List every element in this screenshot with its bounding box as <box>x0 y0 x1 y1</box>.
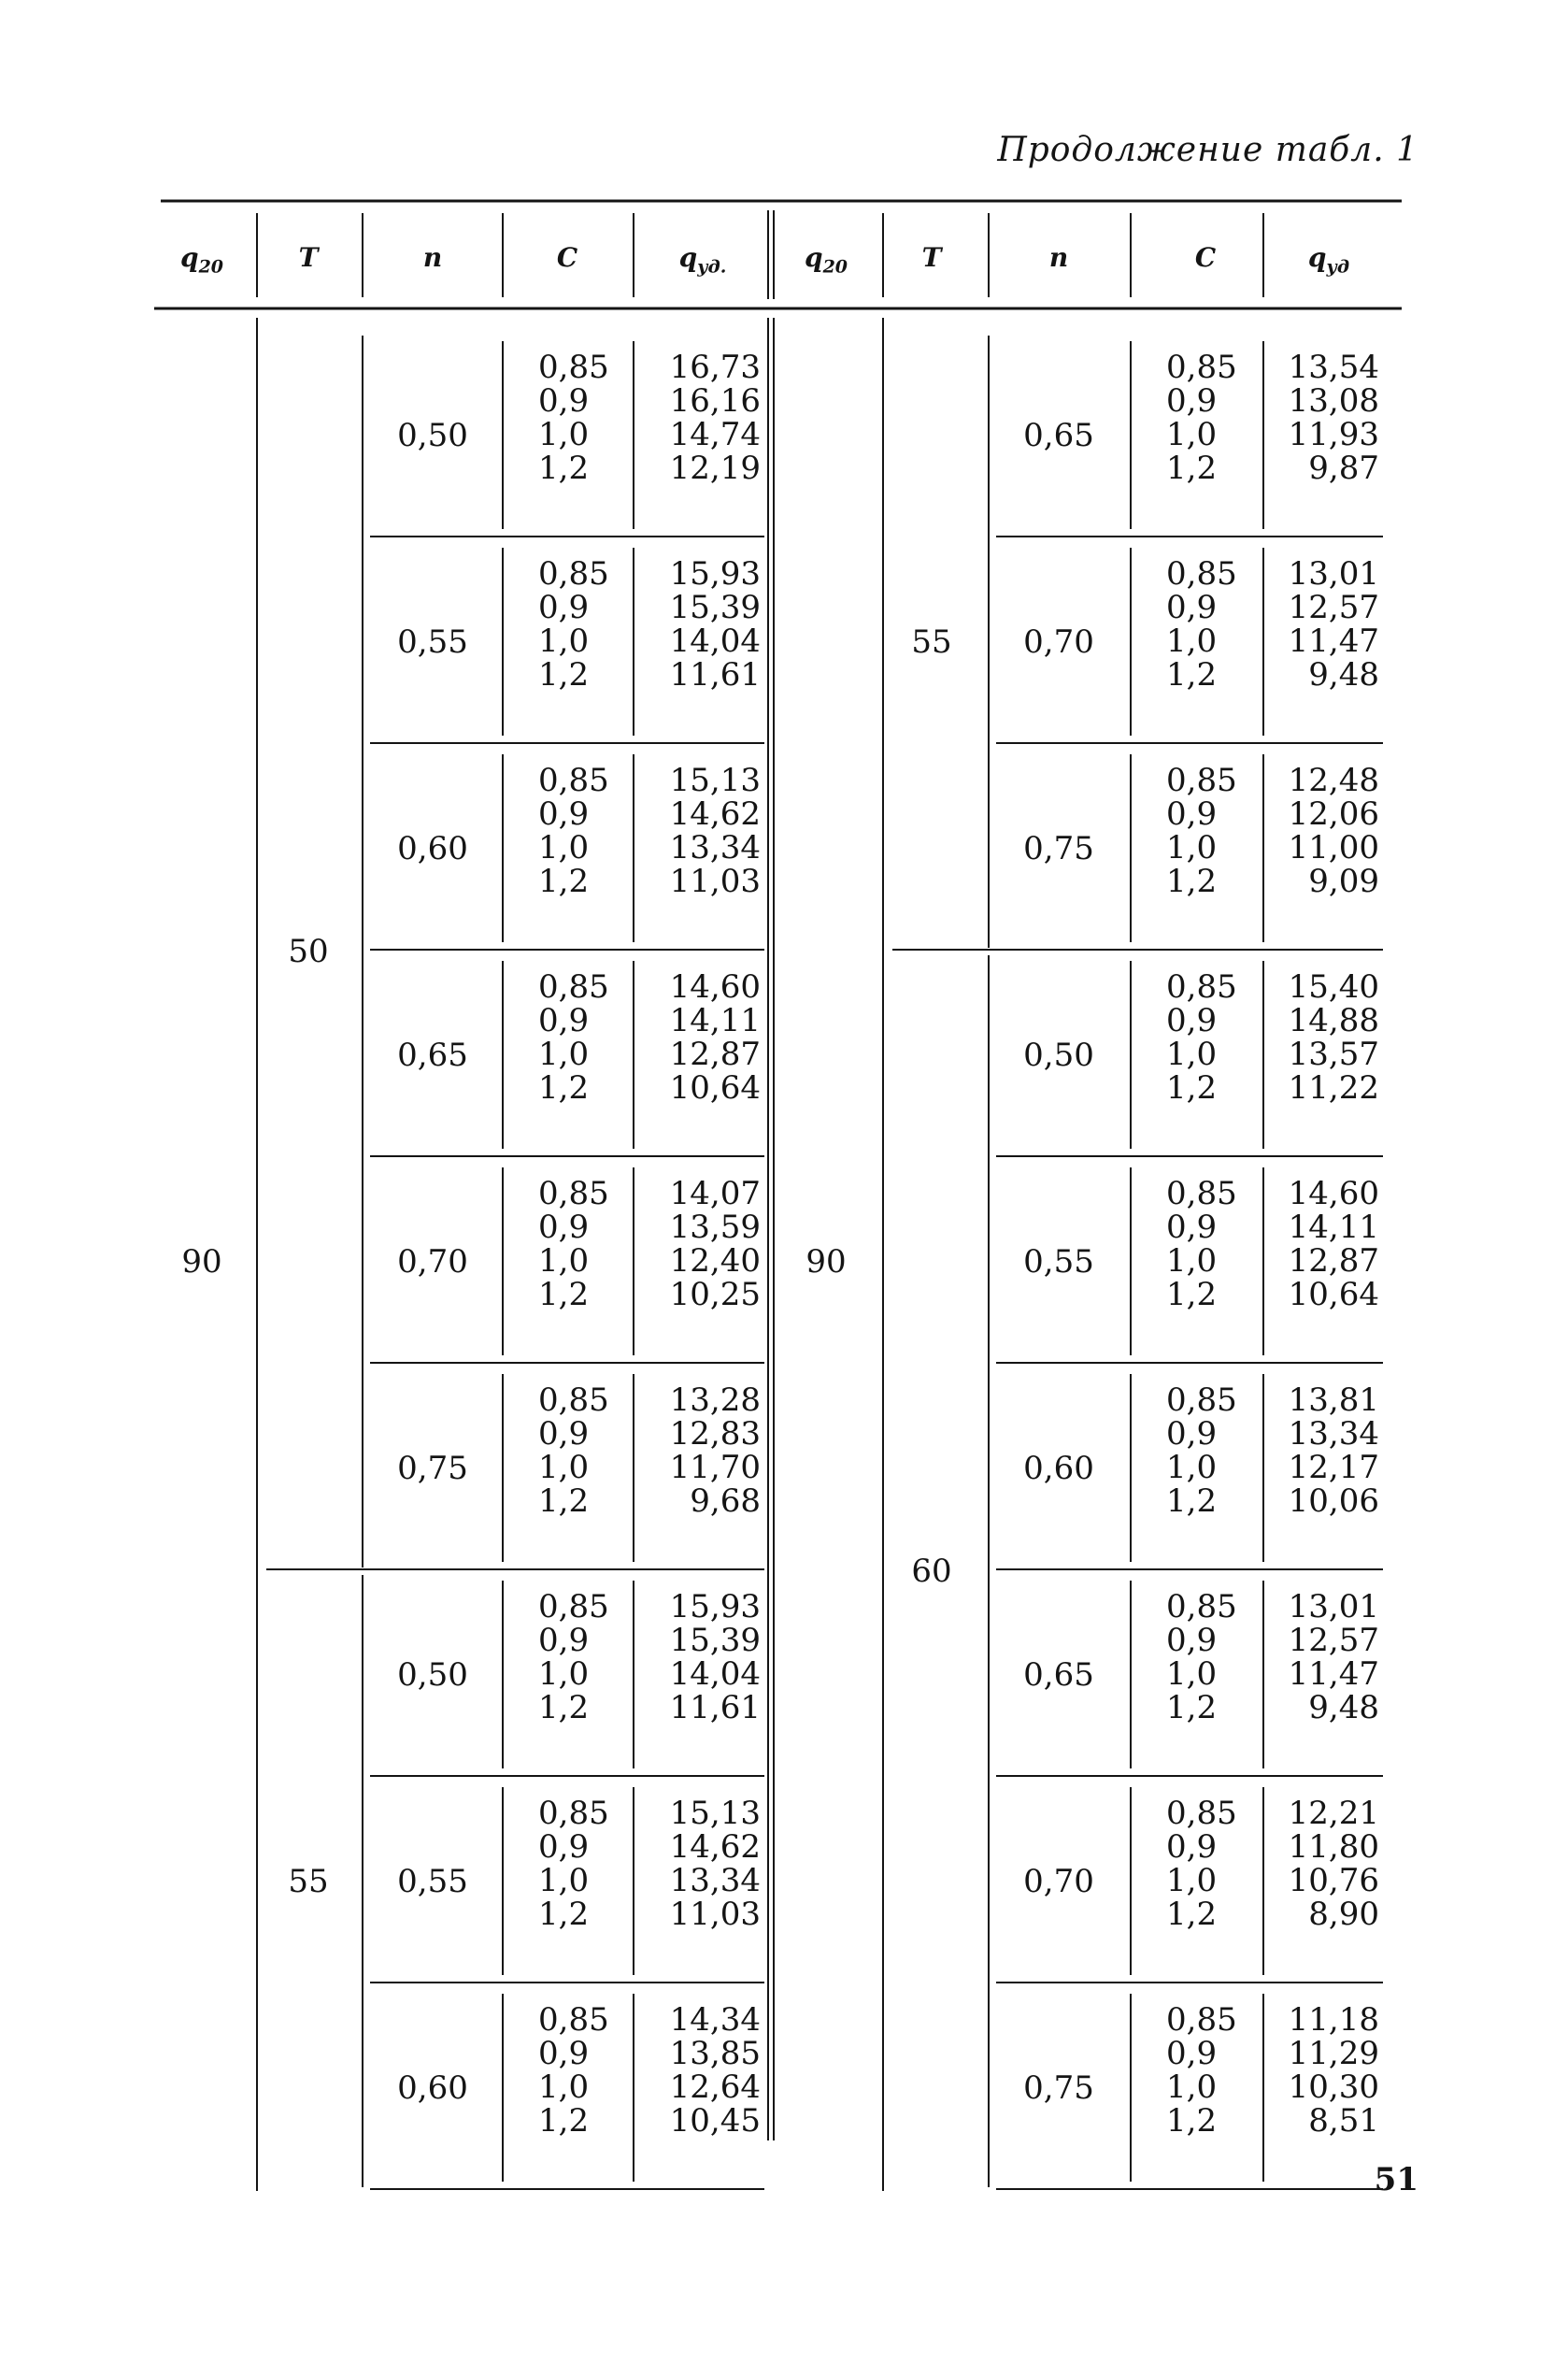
q-values: 13,54 13,08 11,93 9,87 <box>1288 349 1379 487</box>
C-values: 0,85 0,9 1,0 1,2 <box>1166 1795 1237 1933</box>
header-n-symbol: n <box>422 242 443 273</box>
n-value: 0,65 <box>1023 1655 1094 1694</box>
n-value: 0,55 <box>397 623 468 661</box>
header-T-right <box>876 242 988 273</box>
q20-value: 90 <box>181 1242 222 1281</box>
header-qud-subscript: уд <box>1326 256 1350 278</box>
C-values: 0,85 0,9 1,0 1,2 <box>1166 2001 1237 2140</box>
C-values: 0,85 0,9 1,0 1,2 <box>538 555 609 694</box>
header-q20-symbol: q <box>179 242 199 273</box>
q-values: 13,01 12,57 11,47 9,48 <box>1288 555 1379 694</box>
n-value: 0,50 <box>397 1655 468 1694</box>
header-q20-left <box>146 242 258 278</box>
n-value: 0,70 <box>397 1242 468 1281</box>
n-value: 0,75 <box>1023 829 1094 867</box>
n-value: 0,70 <box>1023 623 1094 661</box>
T-value: 60 <box>911 1553 952 1590</box>
header-T-symbol: T <box>921 242 942 273</box>
header-qud-symbol: q <box>1307 242 1327 273</box>
n-value: 0,75 <box>397 1449 468 1487</box>
C-values: 0,85 0,9 1,0 1,2 <box>1166 1588 1237 1726</box>
T-value: 55 <box>911 623 952 661</box>
q-values: 13,81 13,34 12,17 10,06 <box>1288 1381 1379 1520</box>
page-number: 51 <box>1374 2161 1418 2198</box>
header-qud-symbol: q <box>678 242 698 273</box>
q-values: 15,93 15,39 14,04 11,61 <box>669 1588 761 1726</box>
header-q20-right <box>770 242 882 278</box>
n-value: 0,75 <box>1023 2069 1094 2107</box>
header-qud-subscript: уд. <box>697 256 727 278</box>
header-n-right <box>1003 242 1115 273</box>
n-value: 0,50 <box>397 416 468 454</box>
q-values: 14,34 13,85 12,64 10,45 <box>669 2001 761 2140</box>
T-value: 50 <box>288 933 329 970</box>
C-values: 0,85 0,9 1,0 1,2 <box>538 968 609 1107</box>
C-values: 0,85 0,9 1,0 1,2 <box>538 1588 609 1726</box>
n-value: 0,60 <box>397 2069 468 2107</box>
n-value: 0,55 <box>1023 1242 1094 1281</box>
q-values: 15,13 14,62 13,34 11,03 <box>669 1795 761 1933</box>
C-values: 0,85 0,9 1,0 1,2 <box>1166 1381 1237 1520</box>
T-value: 55 <box>288 1862 329 1900</box>
header-q20-subscript: 20 <box>822 256 848 278</box>
header-C-symbol: C <box>1194 242 1217 273</box>
header-C-right <box>1149 242 1262 273</box>
q-values: 15,13 14,62 13,34 11,03 <box>669 762 761 900</box>
n-value: 0,70 <box>1023 1862 1094 1900</box>
q-values: 13,01 12,57 11,47 9,48 <box>1288 1588 1379 1726</box>
q-values: 12,48 12,06 11,00 9,09 <box>1288 762 1379 900</box>
C-values: 0,85 0,9 1,0 1,2 <box>538 349 609 487</box>
header-T-symbol: T <box>298 242 319 273</box>
C-values: 0,85 0,9 1,0 1,2 <box>538 2001 609 2140</box>
C-values: 0,85 0,9 1,0 1,2 <box>538 1175 609 1313</box>
n-value: 0,65 <box>1023 416 1094 454</box>
q-values: 14,60 14,11 12,87 10,64 <box>1288 1175 1379 1313</box>
C-values: 0,85 0,9 1,0 1,2 <box>538 762 609 900</box>
header-q20-symbol: q <box>804 242 823 273</box>
C-values: 0,85 0,9 1,0 1,2 <box>538 1381 609 1520</box>
n-value: 0,65 <box>397 1036 468 1074</box>
C-values: 0,85 0,9 1,0 1,2 <box>1166 555 1237 694</box>
header-n-left <box>377 242 489 273</box>
n-value: 0,50 <box>1023 1036 1094 1074</box>
q-values: 15,40 14,88 13,57 11,22 <box>1288 968 1379 1107</box>
C-values: 0,85 0,9 1,0 1,2 <box>1166 968 1237 1107</box>
header-q20-subscript: 20 <box>198 256 224 278</box>
n-value: 0,60 <box>1023 1449 1094 1487</box>
q-values: 15,93 15,39 14,04 11,61 <box>669 555 761 694</box>
q20-value: 90 <box>805 1242 847 1281</box>
C-values: 0,85 0,9 1,0 1,2 <box>1166 1175 1237 1313</box>
q-values: 12,21 11,80 10,76 8,90 <box>1288 1795 1379 1933</box>
C-values: 0,85 0,9 1,0 1,2 <box>538 1795 609 1933</box>
C-values: 0,85 0,9 1,0 1,2 <box>1166 762 1237 900</box>
q-values: 13,28 12,83 11,70 9,68 <box>669 1381 761 1520</box>
n-value: 0,60 <box>397 829 468 867</box>
q-values: 16,73 16,16 14,74 12,19 <box>669 349 761 487</box>
q-values: 14,07 13,59 12,40 10,25 <box>669 1175 761 1313</box>
header-C-left <box>511 242 623 273</box>
header-C-symbol: C <box>556 242 578 273</box>
header-n-symbol: n <box>1048 242 1069 273</box>
n-value: 0,55 <box>397 1862 468 1900</box>
table-caption: Продолжение табл. 1 <box>997 131 1418 169</box>
header-T-left <box>252 242 364 273</box>
header-qud-right <box>1273 242 1385 278</box>
header-qud-left <box>647 242 759 278</box>
q-values: 11,18 11,29 10,30 8,51 <box>1288 2001 1379 2140</box>
C-values: 0,85 0,9 1,0 1,2 <box>1166 349 1237 487</box>
q-values: 14,60 14,11 12,87 10,64 <box>669 968 761 1107</box>
